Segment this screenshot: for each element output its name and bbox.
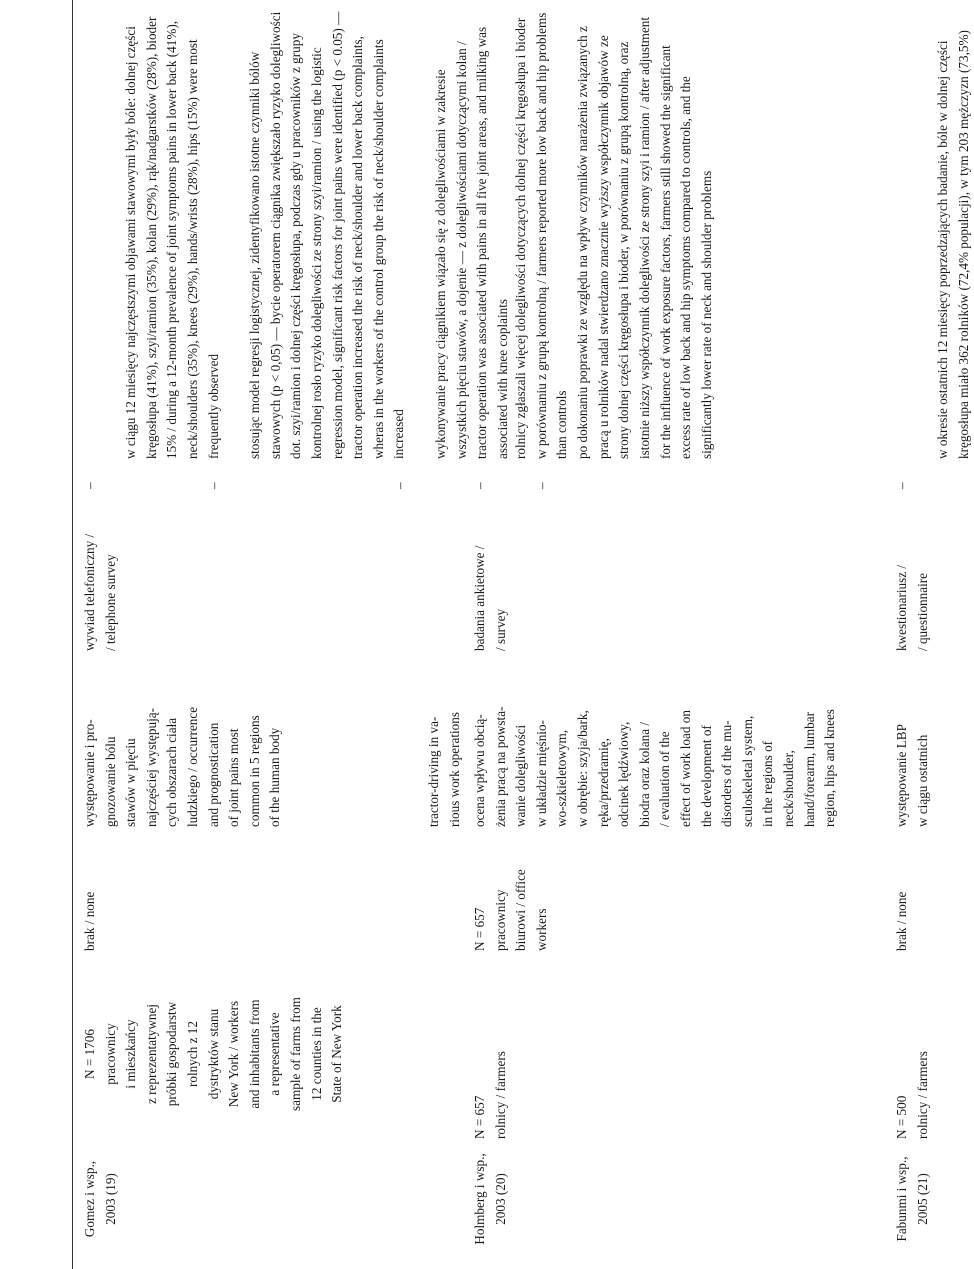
result-item <box>390 9 510 489</box>
result-text: wykonywanie pracy ciągnikiem wiązało się z dolegliwościami w zakresie wszystkich pięciu stawów, a dojenie — z dolegliwościami dotyczącymi kolan / tractor operation was associated with pains in all five joint areas, and milking was associated with knee coplaints <box>433 26 510 459</box>
aim-cell: występowanie LBP w ciągu ostatnich <box>894 724 930 827</box>
result-text: stosując model regresji logistycznej, zidentyfikowano istotne czynniki bólów stawowych (p < 0,05) — bycie operatorem ciągnika zwiększało ryzyko dolegliwości dot. szyi/ramion i dolnej części kręgosłupa, podczas gdy u pracowników z grupy kontrolnej rosło ryzyko dolegliwości ze strony szyi/ramion / using the logistic regression model, significant risk factors for joint pains were identified (p < 0.05) — tractor operation increased the risk of neck/shoulder and lower back complaints, wheras in the workers of the control group the risk of neck/shoulder complaints increased <box>247 11 407 459</box>
study-cell: Fabunmi i wsp., 2005 (21) <box>894 1156 930 1242</box>
study-cell: Gomez i wsp., 2003 (19) <box>82 1160 118 1238</box>
bullet-dash: – <box>82 482 97 489</box>
result-item <box>532 9 714 489</box>
control-group-cell: brak / none <box>894 891 909 951</box>
study-cell: Holmberg i wsp., 2003 (20) <box>472 1153 508 1245</box>
method-cell: kwestionariusz / / questionnaire <box>894 564 930 651</box>
result-item <box>892 9 971 489</box>
continued-aim-text: tractor-driving in va- rious work operations <box>426 711 462 827</box>
control-group-cell: brak / none <box>82 891 97 951</box>
result-item <box>80 9 221 489</box>
result-item <box>470 9 570 489</box>
method-cell: wywiad telefoniczny / / telephone survey <box>82 533 118 651</box>
results-cell <box>80 9 510 489</box>
bullet-dash: – <box>206 482 221 489</box>
method-cell: badania ankietowe / / survey <box>472 545 508 651</box>
bullet-dash: – <box>472 482 487 489</box>
result-text: po dokonaniu poprawki ze względu na wpływ czynników narażenia związanych z pracą u rolników nadal stwierdzano znacznie wyższy współczynnik objawów ze strony dolnej części kręgosłupa i bioder, w porównaniu z grupą kontrolną, oraz istotnie niższy współczynnik dolegliwości ze strony szyi i ramion / after adjustment for the influence of work exposure factors, farmers still showed the significant excess rate of low back and hip symptoms compared to controls, and the significantly lower rate of neck and shoulder problems <box>575 16 714 459</box>
result-text: rolnicy zgłaszali więcej dolegliwości dotyczących dolnej części kręgosłupa i bioder w porównaniu z grupą kontrolną / farmers reported more low back and hip problems than controls <box>513 12 570 459</box>
aim-cell: ocena wpływu obcią- żenia pracą na powsta- wanie dolegliwości w układzie mięśnio- wo-szkieletowym, w obrębie: szyja/bark, ręka/przedramię, odcinek lędźwiowy, biodra oraz kolana / / evaluation of the effect of work load on the development of disorders of the mu- sculoskeletal system, in the regions of neck/shoulder, hand/forearm, lumbar region, hips and knees <box>472 706 838 827</box>
study-group-cell: N = 657 rolnicy / farmers <box>472 1051 508 1139</box>
bullet-dash: – <box>894 482 909 489</box>
row-rule <box>72 0 73 1269</box>
study-group-cell: N = 500 rolnicy / farmers <box>894 1051 930 1139</box>
results-cell <box>892 9 971 489</box>
result-text: w okresie ostatnich 12 miesięcy poprzedzających badanie, bóle w dolnej części kręgosłupa miało 362 rolników (72,4% populacji), w tym 203 mężczyzn (73,5%) <box>935 30 971 459</box>
control-group-cell: N = 657 pracownicy biurowi / office workers <box>472 869 549 951</box>
result-text: w ciągu 12 miesięcy najczęstszymi objawami stawowymi były bóle: dolnej części kręgosłupa (41%), szyi/ramion (35%), kolan (29%), rąk/nadgarstków (28%), bioder 15% / during a 12-month prevalence of joint symptoms pains in lower back (41%), neck/shoulders (35%), knees (29%), hands/wrists (28%), hips (15%) were most frequently observed <box>123 16 221 459</box>
results-cell <box>470 9 720 489</box>
result-item <box>204 9 407 489</box>
aim-cell: występowanie i pro- gnozowanie bólu stawów w pięciu najczęściej występują- cych obszarach ciała ludzkiego / occurrence and prognostication of joint pains most common in 5 regions of the human body <box>82 706 283 827</box>
study-group-cell: N = 1706 pracownicy i mieszkańcy z reprezentatywnej próbki gospodarstw rolnych z 12 dystryktów stanu New York / workers and inhabitants from a representative sample of farms from 12 counties in the State of New York <box>82 997 345 1111</box>
bullet-dash: – <box>534 482 549 489</box>
bullet-dash: – <box>392 482 407 489</box>
